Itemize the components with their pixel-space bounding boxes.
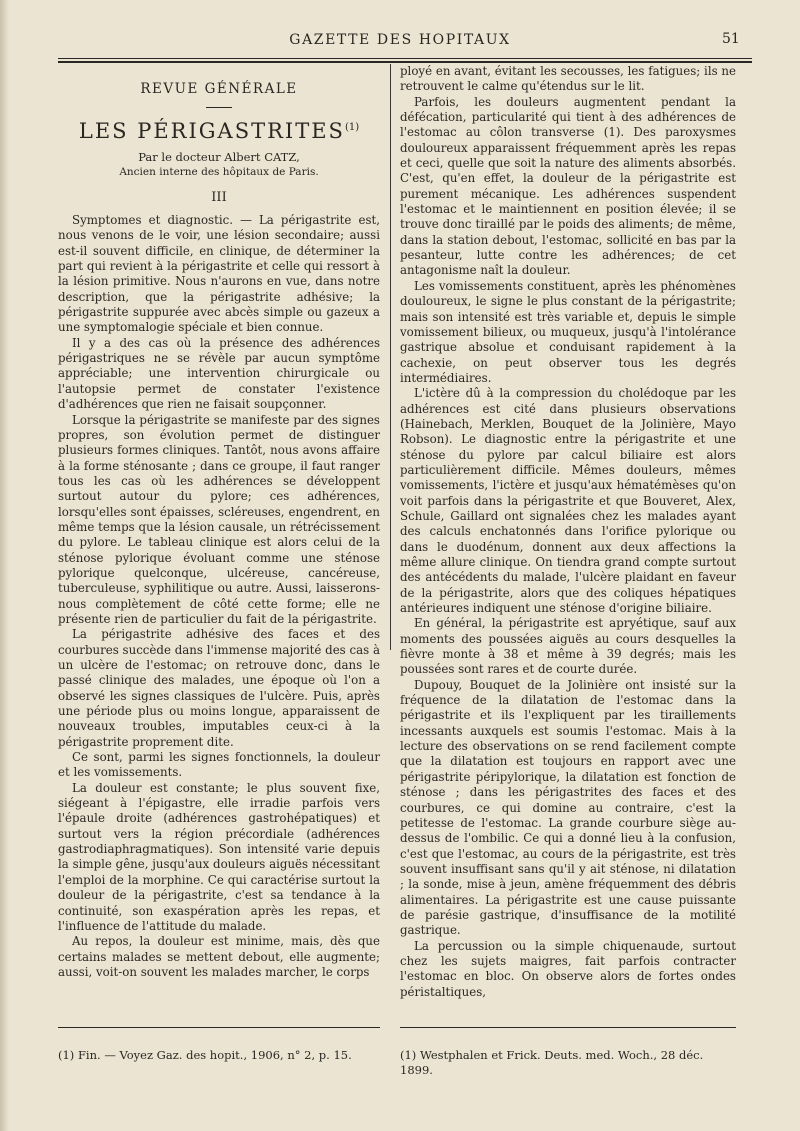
paragraph: La percussion ou la simple chiquenaude, surtout chez les sujets maigres, fait parfois contracter l'estomac en bloc. On observe alors de fortes ondes péristaltiques, — [400, 938, 736, 999]
paragraph: Au repos, la douleur est minime, mais, dès que certains malades se mettent debout, elle augmente; aussi, voit-on souvent les malades marcher, le corps — [58, 934, 380, 979]
paragraph: Les vomissements constituent, après les phénomènes douloureux, le signe le plus constant de la périgastrite; mais son intensité est très variable et, depuis le simple vomissement bilieux, ou muqueux, jusqu'à l'intolérance gastrique absolue et conduisant rapidement à la cachexie, on peut observer tous les degrés intermédiaires. — [400, 278, 736, 385]
page-number: 51 — [722, 31, 740, 47]
section-heading: REVUE GÉNÉRALE — [140, 81, 298, 97]
paragraph: Dupouy, Bouquet de la Jolinière ont insisté sur la fréquence de la dilatation de l'estomac dans la périgastrite et ils l'expliquent par les tiraillements incessants auxquels est soumis l'estomac. Mais à la lecture des observations on se rend facilement compte que la dilatation est toujours en rapport avec une périgastrite péripylorique, la dilatation est fonction de sténose ; dans les périgastrites des faces et des courbures, ce qui domine au contraire, c'est la petitesse de l'estomac. La grande courbure siège au-dessus de l'ombilic. Ce qui a donné lieu à la confusion, c'est que l'estomac, au cours de la périgastrite, est très souvent insuffisant sans qu'il y ait sténose, ni dilatation ; la sonde, mise à jeun, amène fréquemment des débris alimentaires. La périgastrite est une cause puissante de parésie gastrique, d'insuffisance de la motilité gastrique. — [400, 677, 736, 938]
paragraph: En général, la périgastrite est apryétique, sauf aux moments des poussées aiguës au cours desquelles la fièvre monte à 38 et même à 39 degrés; mais les poussées sont rares et de courte durée. — [400, 616, 736, 677]
paragraph: L'ictère dû à la compression du cholédoque par les adhérences est cité dans plusieurs observations (Hainebach, Merklen, Bouquet de la Jolinière, Mayo Robson). Le diagnostic entre la périgastrite et une sténose du pylore par calcul biliaire est alors particulièrement difficile. Mêmes douleurs, mêmes vomissements, l'ictère et jusqu'aux hématémèses qu'on voit parfois dans la périgastrite et que Bouveret, Alex, Schule, Gaillard ont signalées chez les malades ayant des calculs enchatonnés dans l'orifice pylorique ou dans le duodénum, donnent aux deux affections la même allure clinique. On tiendra grand compte surtout des antécédents du malade, l'ulcère plaidant en faveur de la périgastrite, alors que des coliques hépatiques antérieures indiquent une sténose d'origine biliaire. — [400, 386, 736, 616]
title-footnote-marker: (1) — [344, 122, 360, 134]
paragraph: ployé en avant, évitant les secousses, les fatigues; ils ne retrouvent le calme qu'étendus sur le lit. — [400, 64, 736, 94]
paragraph: Ce sont, parmi les signes fonctionnels, la douleur et les vomissements. — [58, 750, 380, 780]
paragraph: La périgastrite adhésive des faces et des courbures succède dans l'immense majorité des cas à un ulcère de l'estomac; on retrouve donc, dans le passé clinique des malades, une époque où l'on a observé les signes classiques de l'ulcère. Puis, après une période plus ou moins longue, apparaissent de nouveaux troubles, imputables ceux-ci à la périgastrite proprement dite. — [58, 627, 380, 749]
author-role: Ancien interne des hôpitaux de Paris. — [119, 165, 319, 178]
article-title-text: LES PÉRIGASTRITES — [78, 119, 345, 144]
paragraph: Parfois, les douleurs augmentent pendant la défécation, particularité qui tient à des adhérences de l'estomac au côlon transverse (1). Des paroxysmes douloureux apparaissent fréquemment après les repas et ceci, quelle que soit la nature des aliments absorbés. C'est, qu'en effet, la douleur de la périgastrite est purement mécanique. Les adhérences suspendent l'estomac et le maintiennent en position élevée; il se trouve donc tiraillé par le poids des aliments; de même, dans la station debout, l'estomac, sollicité en bas par la pesanteur, lutte contre les adhérences; de cet antagonisme naît la douleur. — [400, 94, 736, 278]
page-spine-shadow — [0, 0, 9, 1131]
right-column — [400, 64, 736, 1000]
paragraph: Symptomes et diagnostic. — La périgastrite est, nous venons de le voir, une lésion secondaire; aussi est-il souvent difficile, en clinique, de déterminer la part qui revient à la périgastrite et celle qui ressort à la lésion primitive. Nous n'aurons en vue, dans notre description, que la périgastrite adhésive; la périgastrite suppurée avec abcès simple ou gazeux a une symptomalogie spéciale et bien connue. — [58, 213, 380, 335]
article-title — [58, 119, 380, 144]
footnote-rule-left — [58, 1027, 380, 1028]
header-rule-thick — [58, 61, 752, 63]
column-divider — [390, 64, 391, 650]
footnote-rule-right — [400, 1027, 736, 1028]
footnote-right: (1) Westphalen et Frick. Deuts. med. Woch., 28 déc. 1899. — [400, 1048, 704, 1077]
section-divider — [206, 107, 232, 108]
paragraph: Il y a des cas où la présence des adhérences périgastriques ne se révèle par aucun symptôme appréciable; une intervention chirurgicale ou l'autopsie permet de constater l'existence d'adhérences que rien ne faisait soupçonner. — [58, 335, 380, 412]
left-column — [58, 64, 380, 980]
header-rule-thin — [58, 58, 752, 59]
paragraph: La douleur est constante; le plus souvent fixe, siégeant à l'épigastre, elle irradie parfois vers l'épaule droite (adhérences gastrohépatiques) et surtout vers la région précordiale (adhérences gastrodiaphragmatiques). Son intensité varie depuis la simple gêne, jusqu'aux douleurs aiguës nécessitant l'emploi de la morphine. Ce qui caractérise surtout la douleur de la périgastrite, c'est sa tendance à la continuité, son exaspération après les repas, et l'influence de l'attitude du malade. — [58, 780, 380, 933]
paragraph: Lorsque la périgastrite se manifeste par des signes propres, son évolution permet de distinguer plusieurs formes cliniques. Tantôt, nous avons affaire à la forme sténosante ; dans ce groupe, il faut ranger tous les cas où les adhérences se développent surtout autour du pylore; ces adhérences, lorsqu'elles sont épaisses, scléreuses, engendrent, en même temps que la lésion causale, un rétrécissement du pylore. Le tableau clinique est alors celui de la sténose pylorique évoluant comme une sténose pylorique quelconque, ulcéreuse, cancéreuse, tuberculeuse, syphilitique ou autre. Aussi, laisserons-nous complètement de côté cette forme; elle ne présente rien de particulier du fait de la périgastrite. — [58, 412, 380, 626]
footnote-left: (1) Fin. — Voyez Gaz. des hopit., 1906, n° 2, p. 15. — [58, 1048, 352, 1062]
author-byline: Par le docteur Albert CATZ, — [138, 149, 300, 164]
journal-title: GAZETTE DES HOPITAUX — [289, 32, 511, 48]
running-head — [0, 32, 800, 52]
part-number: III — [211, 189, 227, 205]
